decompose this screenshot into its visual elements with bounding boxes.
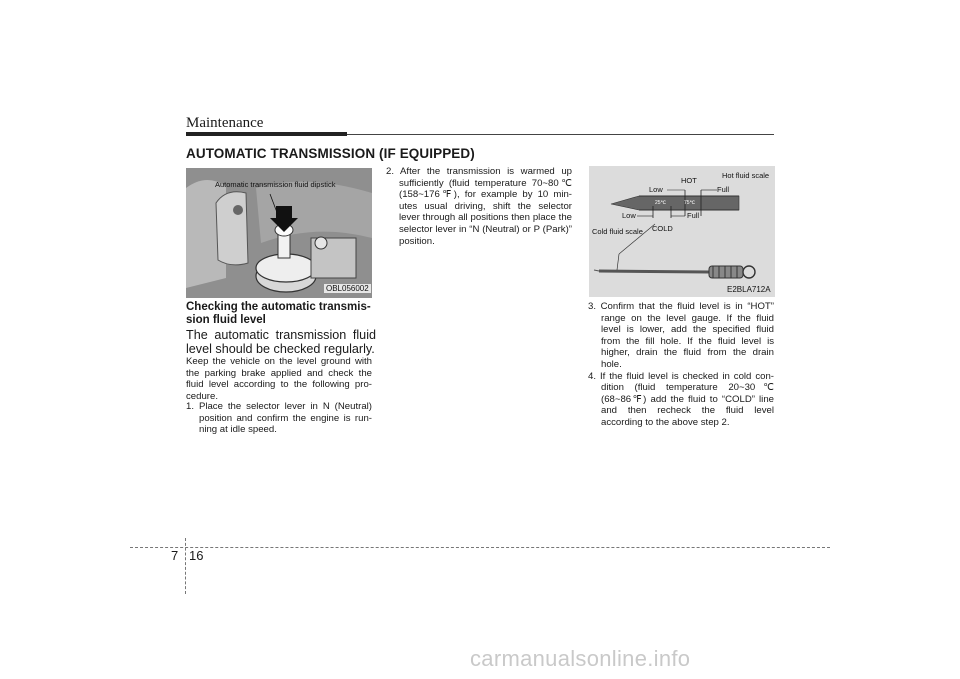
temp-25-label: 25℃ [655, 200, 667, 206]
diagram-code: E2BLA712A [727, 285, 771, 294]
step-3: 3. Confirm that the fluid level is in “HOT” range on the level gauge. If the fluid level is lower, add the specified fluid from the fill hole. If the fluid level is higher, drain the fluid from the drain hole. [588, 301, 774, 370]
step-2: 2. After the transmission is warmed up sufficiently (fluid temperature 70~80℃ (158~176℉), for example by 10 min-utes usual driving, shift the selector lever through all positions then place the selector lever in “N (Neutral) or P (Park)” position. [386, 166, 572, 247]
full-bottom-label: Full [687, 211, 700, 220]
lead-text: The automatic transmission fluid level should be checked regularly. [186, 328, 376, 356]
footer-rule [130, 547, 830, 548]
chapter-number: 7 [171, 548, 179, 563]
cold-label: COLD [652, 224, 673, 233]
header-rule-accent [186, 132, 347, 136]
temp-75-label: 75℃ [684, 200, 696, 206]
page-header-title: Maintenance [186, 115, 264, 131]
hot-label: HOT [681, 176, 697, 185]
procedure-intro: Keep the vehicle on the level ground with the parking brake applied and check the fluid level according to the following pro-cedure. [186, 356, 372, 402]
watermark: carmanualsonline.info [470, 646, 691, 671]
hot-fluid-scale-label: Hot fluid scale [722, 171, 770, 180]
low-bottom-label: Low [622, 211, 636, 220]
step-4: 4. If the fluid level is checked in cold con-dition (fluid temperature 20~30℃ (68~86℉) add the fluid to “COLD” line and then recheck the fluid level according to the above step 2. [588, 370, 774, 428]
photo-caption: Automatic transmission fluid dipstick [215, 180, 336, 189]
footer-divider [185, 538, 186, 594]
step-list-left [186, 401, 372, 436]
photo-code: OBL056002 [326, 284, 369, 293]
cold-fluid-scale-label: Cold fluid scale [592, 227, 643, 236]
step-list-middle [386, 166, 572, 247]
sub-heading: Checking the automatic transmis-sion fluid level [186, 301, 371, 326]
step-1: 1. Place the selector lever in N (Neutral) position and confirm the engine is run-ning at idle speed. [186, 401, 372, 436]
section-title: AUTOMATIC TRANSMISSION (IF EQUIPPED) [186, 146, 475, 161]
step-list-right [588, 301, 774, 429]
fluid-level-diagram [589, 166, 775, 297]
page-number: 16 [189, 548, 204, 563]
full-top-label: Full [717, 185, 730, 194]
low-top-label: Low [649, 185, 663, 194]
